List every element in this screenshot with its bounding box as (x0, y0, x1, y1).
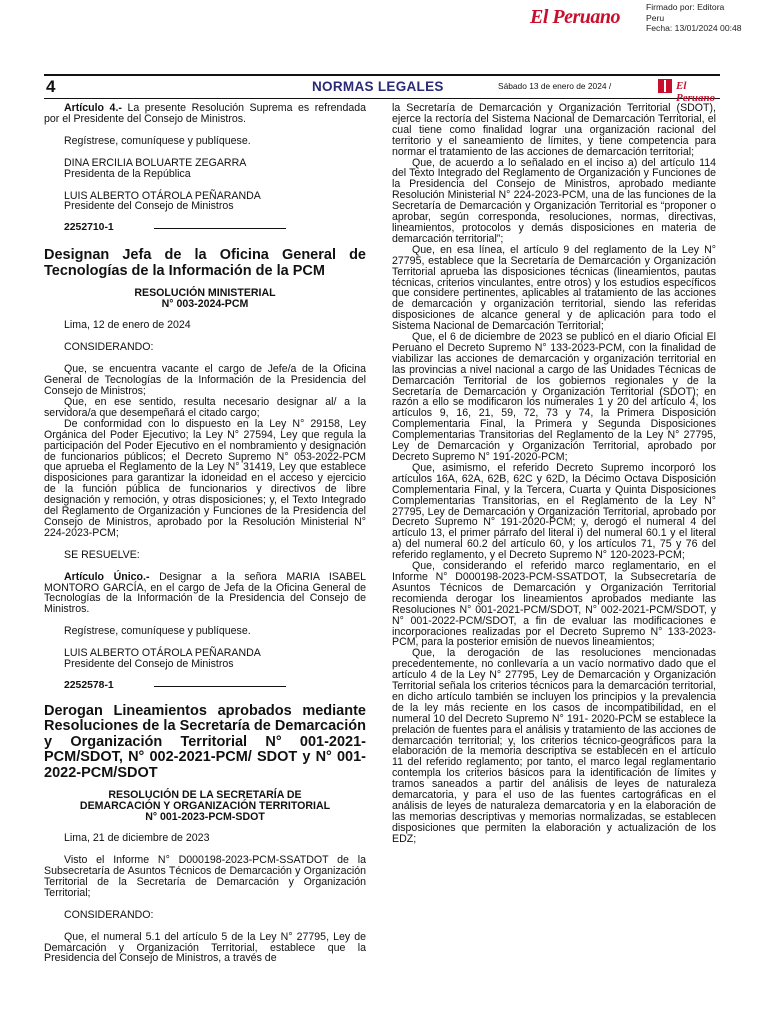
resolution-number: N° 003-2024-PCM (161, 297, 249, 310)
article-4: Artículo 4.- La presente Resolución Suprema es refrendada por el Presidente del Consejo de Ministros. (44, 102, 367, 125)
signatory-name: LUIS ALBERTO OTÁROLA PEÑARANDA (64, 647, 261, 660)
resolution-heading: DEMARCACIÓN Y ORGANIZACIÓN TERRITORIAL (79, 800, 331, 812)
place-date: Lima, 21 de diciembre de 2023 (64, 832, 210, 845)
signatory-title: Presidenta de la República (64, 167, 191, 180)
se-resuelve-heading: SE RESUELVE: (64, 548, 140, 561)
paragraph: Que, considerando el referido marco reglamentario, en el Informe N° D000198-2023-PCM-SSATDOT, la Subsecretaría de Asuntos Técnicos de Demarcación y Organización Territorial recomienda derogar los lineamientos aprobados mediante las Resoluciones N° 001-2021-PCM/SDOT, N° 002-2021-PCM/SDOT, y N° 001-2022-PCM/SDOT, a fin de evaluar las modificaciones e incorporaciones realizadas por el Decreto Supremo N° 133-2023-PCM, para la posterior emisión de nuevos lineamientos; (392, 560, 716, 649)
paragraph: Que, la derogación de las resoluciones mencionadas precedentemente, no conllevaría a un vacío normativo dado que el artículo 4 de la Ley N° 27795, Ley de Demarcación y Organización Territorial señala los criterios técnicos para la demarcación territorial, en dicho artículo también se incluyen los principios y la prevalencia de la ley más reciente en los casos de incompatibilidad, en el numeral 10 del Decreto Supremo N° 191- 2020-PCM se establece la prelación de fuentes para el análisis y tratamiento de las acciones de demarcación territorial; y, los criterios técnico-geográficos para la elaboración de la memoria descriptiva se establecen en el artículo 11 del referido reglamento; por tanto, el marco legal reglamentario contempla los criterios básicos para la identificación de límites y tramos saneados a partir del análisis de leyes de naturaleza demarcatoria, y para el uso de las fuentes cartográficas en el análisis de leyes de naturaleza demarcatoria y en la elaboración de las memorias descriptivas y memorias normalizadas, se establecen disposiciones que permiten la elaboración y actualización de los EDZ; (392, 647, 716, 845)
paragraph: Que, en esa línea, el artículo 9 del reglamento de la Ley N° 27795, establece que la Secretaría de Demarcación y Organización Territorial aprueba las disposiciones técnicas (lineamientos, pautas técnicas, criterios vinculantes, entre otros) y los estudios específicos que considere pertinentes, aplicables al tratamiento de las acciones de demarcación y organización territorial, siendo las referidas disposiciones de alcance general y de aplicación para todo el Sistema Nacional de Demarcación Territorial; (392, 243, 716, 333)
paragraph: De conformidad con lo dispuesto en la Ley N° 29158, Ley Orgánica del Poder Ejecutivo; la Ley N° 27594, Ley que regula la participación del Poder Ejecutivo en el nombramiento y designación de funcionarios públicos; el Decreto Supremo N° 053-2022-PCM que aprueba el Reglamento de la Ley N° 31419, Ley que establece disposiciones para garantizar la idoneidad en el acceso y ejercicio de la función pública de funcionarios y directivos de libre designación y remoción, y otras disposiciones; y, el Texto Integrado del Reglamento de Organización y Funciones de la Presidencia del Consejo de Ministros, aprobado por la Resolución Ministerial N° 224-2023-PCM; (44, 417, 366, 539)
signature-text (646, 2, 742, 34)
norm-title: Designan Jefa de la Oficina General de Tecnologías de la Información de la PCM (44, 247, 366, 279)
separator-rule (154, 228, 286, 229)
paragraph: Que, el 6 de diciembre de 2023 se publicó en el diario Oficial El Peruano el Decreto Supremo N° 133-2023-PCM, con la finalidad de viabilizar las acciones de demarcación y organización territorial en las provincias a nivel nacional a cargo de las Unidades Técnicas de Demarcación Territorial de los gobiernos regionales y de la Secretaría de Demarcación y Organización Territorial (SDOT); en razón a ello se modificaron los numerales 1 y 20 del artículo 4, los artículos 9, 16, 21, 59, 72, 73 y 74, la Primera Disposición Complementaria Final, la Primera y Segunda Disposiciones Complementarias Transitorias del Reglamento de la Ley N° 27795, Ley de Demarcación y Organización Territorial, aprobado por Decreto Supremo N° 191-2020-PCM; (392, 331, 716, 463)
resolution-heading: RESOLUCIÓN DE LA SECRETARÍA DE (108, 789, 302, 802)
visto-paragraph: Visto el Informe N° D000198-2023-PCM-SSATDOT de la Subsecretaría de Asuntos Técnicos de Demarcación y Organización Territorial de la Secretaría de Demarcación y Organización Territorial; (44, 854, 366, 899)
closing-formula: Regístrese, comuníquese y publíquese. (64, 134, 251, 147)
considerando-heading: CONSIDERANDO: (64, 341, 154, 354)
section-title: NORMAS LEGALES (312, 79, 444, 94)
signatory-name: DINA ERCILIA BOLUARTE ZEGARRA (64, 156, 247, 169)
el-peruano-logo: El Peruano (530, 6, 621, 28)
place-date: Lima, 12 de enero de 2024 (64, 319, 191, 332)
document-code: 2252710-1 (64, 222, 114, 234)
article-unico: Artículo Único.- Designar a la señora MARIA ISABEL MONTORO GARCÍA, en el cargo de Jefa de la Oficina General de Tecnologías de la Información de la Presidencia del Consejo de Ministros. (44, 570, 366, 616)
considerando-heading: CONSIDERANDO: (64, 908, 154, 921)
signatory-title: Presidente del Consejo de Ministros (64, 658, 234, 671)
signature-line: Fecha: 13/01/2024 00:48 (646, 23, 742, 33)
digital-signature-stamp (528, 0, 768, 38)
document-code-row (44, 681, 366, 692)
resolution-number: N° 001-2023-PCM-SDOT (145, 810, 265, 823)
closing-formula: Regístrese, comuníquese y publíquese. (64, 625, 251, 638)
paragraph: Que, asimismo, el referido Decreto Supremo incorporó los artículos 16A, 62A, 62B, 62C y 62D, la Décimo Octava Disposición Complementaria Final, y la Tercera, Cuarta y Quinta Disposiciones Complementarias Transitorias, en el Reglamento de la Ley N° 27795, Ley de Demarcación y Organización Territorial, aprobado por Decreto Supremo N° 191-2020-PCM; y, derogó el numeral 4 del artículo 13, el primer párrafo del literal i) del numeral 60.1 y el literal a) del numeral 60.2 del artículo 60, y los artículos 71, 75 y 76 del referido reglamento, y el Decreto Supremo N° 120-2023-PCM; (392, 461, 716, 562)
right-column (392, 103, 716, 845)
signatory-title: Presidente del Consejo de Ministros (64, 200, 234, 213)
document-code: 2252578-1 (64, 680, 114, 691)
paragraph: Que, el numeral 5.1 del artículo 5 de la Ley N° 27795, Ley de Demarcación y Organización Territorial, establece que la Presidencia del Consejo de Ministros, a través de (44, 930, 366, 965)
paragraph: Que, en ese sentido, resulta necesario designar al/ a la servidora/a que desempeñará el citado cargo; (44, 395, 366, 419)
document-code-row (44, 223, 366, 234)
issue-date: Sábado 13 de enero de 2024 / (498, 81, 612, 91)
norm-title: Derogan Lineamientos aprobados mediante Resoluciones de la Secretaría de Demarcación y Organización Territorial N° 001-2021-PCM/SDOT, N° 002-2021-PCM/ SDOT y N° 001-2022-PCM/SDOT (44, 702, 366, 781)
signatory-name: LUIS ALBERTO OTÁROLA PEÑARANDA (64, 189, 261, 202)
paragraph: Que, se encuentra vacante el cargo de Jefe/a de la Oficina General de Tecnologías de la Información de la Presidencia del Consejo de Ministros; (44, 363, 366, 398)
page-header (44, 74, 720, 104)
page-number: 4 (46, 77, 56, 96)
paragraph: la Secretaría de Demarcación y Organización Territorial (SDOT), ejerce la rectoría del Sistema Nacional de Demarcación Territorial, el cual tiene como finalidad lograr una organización racional del territorio y el saneamiento de límites, y tiene competencia para normar el tratamiento de las acciones de demarcación territorial; (392, 102, 716, 158)
signature-line: Peru (646, 12, 665, 23)
resolution-heading: RESOLUCIÓN MINISTERIAL (134, 287, 276, 300)
paragraph: Que, de acuerdo a lo señalado en el inciso a) del artículo 114 del Texto Integrado del Reglamento de Organización y Funciones de la Presidencia del Consejo de Ministros, aprobado mediante Resolución Ministerial N° 224-2023-PCM, una de las funciones de la Secretaría de Demarcación y Organización Territorial es “proponer o aprobar, según corresponda, resoluciones, normas, directivas, lineamientos, protocolos y demás disposiciones en materia de demarcación territorial”; (392, 156, 716, 245)
left-column (44, 103, 366, 964)
signature-line: Firmado por: Editora (646, 2, 725, 12)
header-brand: El Peruano (676, 80, 716, 104)
peru-flag-icon (658, 79, 672, 93)
separator-rule (154, 686, 286, 687)
